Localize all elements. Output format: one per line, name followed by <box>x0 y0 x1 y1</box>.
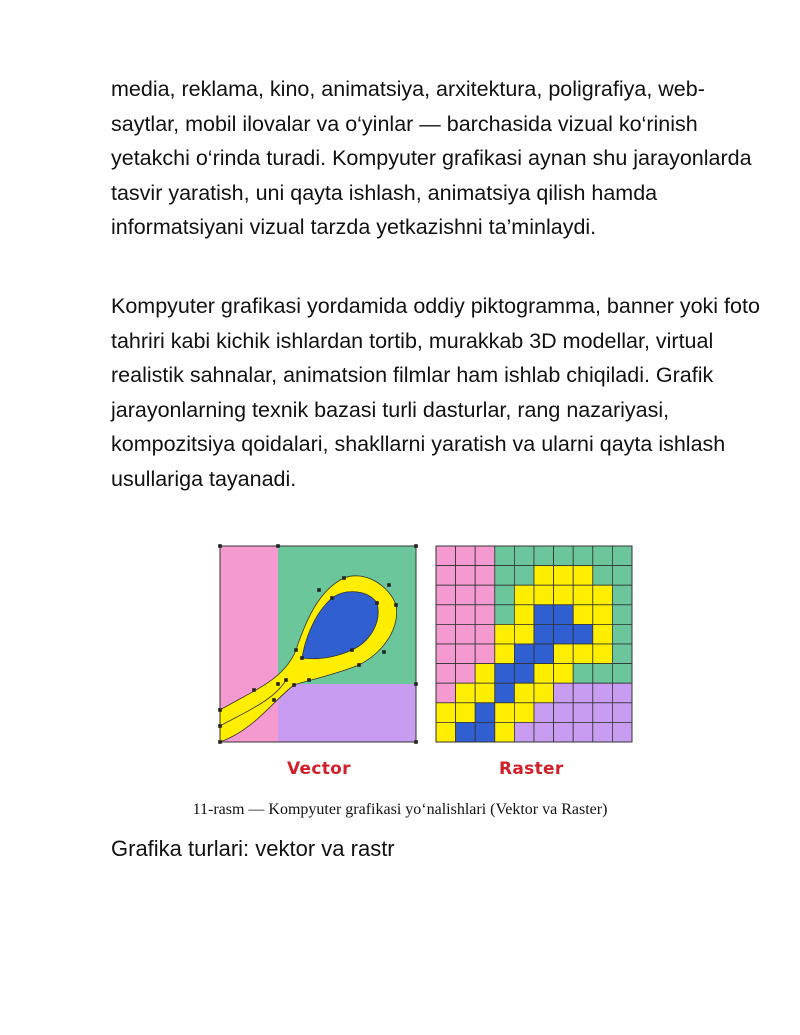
raster-cell <box>554 722 574 742</box>
raster-cell <box>612 722 632 742</box>
raster-cell <box>514 664 534 684</box>
raster-cell <box>554 664 574 684</box>
vector-node <box>330 596 334 600</box>
raster-cell <box>612 585 632 605</box>
vector-node <box>350 648 354 652</box>
raster-cell <box>554 585 574 605</box>
raster-cell <box>573 624 593 644</box>
raster-cell <box>573 546 593 566</box>
raster-cell <box>593 722 613 742</box>
vector-node <box>414 682 418 686</box>
raster-cell <box>514 624 534 644</box>
raster-cell <box>573 683 593 703</box>
vector-node <box>414 740 418 744</box>
raster-cell <box>593 624 613 644</box>
raster-cell <box>495 644 515 664</box>
raster-cell <box>436 546 456 566</box>
raster-cell <box>554 644 574 664</box>
vector-node <box>272 698 276 702</box>
raster-cell <box>475 722 495 742</box>
vector-node <box>218 740 222 744</box>
vector-node <box>294 648 298 652</box>
raster-cell <box>495 605 515 625</box>
raster-cell <box>514 605 534 625</box>
raster-cell <box>436 624 456 644</box>
raster-cell <box>475 546 495 566</box>
raster-cell <box>475 605 495 625</box>
raster-cell <box>456 585 476 605</box>
raster-cell <box>554 624 574 644</box>
raster-cell <box>573 664 593 684</box>
raster-cell <box>436 566 456 586</box>
raster-cell <box>495 683 515 703</box>
figure-caption: 11-rasm — Kompyuter grafikasi yo‘nalishlari (Vektor va Raster) <box>192 801 608 818</box>
vector-node <box>276 544 280 548</box>
raster-cell <box>436 585 456 605</box>
vector-node <box>387 583 391 587</box>
raster-cell <box>612 546 632 566</box>
vector-node <box>300 656 304 660</box>
raster-cell <box>534 664 554 684</box>
raster-cell <box>495 703 515 723</box>
vector-node <box>357 663 361 667</box>
raster-cell <box>495 585 515 605</box>
vector-node <box>317 588 321 592</box>
raster-cell <box>534 644 554 664</box>
raster-cell <box>514 546 534 566</box>
raster-cell <box>554 546 574 566</box>
vector-node <box>218 544 222 548</box>
raster-cell <box>554 703 574 723</box>
raster-cell <box>612 703 632 723</box>
raster-cell <box>475 664 495 684</box>
raster-cell <box>593 664 613 684</box>
raster-illustration <box>436 546 632 742</box>
raster-cell <box>475 624 495 644</box>
paragraph-intro: media, reklama, kino, animatsiya, arxitektura, poligrafiya, web-saytlar, mobil ilovalar va o‘yinlar — barchasida vizual ko‘rinish yetakchi o‘rinda turadi. Kompyuter grafikasi aynan shu jarayonlarda tasvir yaratish, uni qayta ishlash, animatsiya qilish hamda informatsiyani vizual tarzda yetkazishni ta’minlaydi. <box>111 77 752 240</box>
vector-node <box>375 601 379 605</box>
raster-cell <box>534 722 554 742</box>
raster-cell <box>593 605 613 625</box>
raster-cell <box>475 566 495 586</box>
raster-cell <box>514 703 534 723</box>
raster-cell <box>573 566 593 586</box>
raster-cell <box>456 644 476 664</box>
raster-cell <box>573 722 593 742</box>
raster-cell <box>593 546 613 566</box>
raster-cell <box>554 605 574 625</box>
raster-cell <box>475 683 495 703</box>
raster-cell <box>612 605 632 625</box>
raster-cell <box>612 566 632 586</box>
raster-cell <box>534 546 554 566</box>
vector-node <box>307 678 311 682</box>
raster-cell <box>495 566 515 586</box>
raster-cell <box>436 703 456 723</box>
raster-cell <box>534 624 554 644</box>
raster-cell <box>554 566 574 586</box>
raster-cell <box>456 546 476 566</box>
raster-cell <box>573 644 593 664</box>
vector-node <box>292 683 296 687</box>
raster-cell <box>573 585 593 605</box>
raster-cell <box>456 683 476 703</box>
raster-cell <box>593 703 613 723</box>
vector-node <box>414 544 418 548</box>
raster-cell <box>612 644 632 664</box>
raster-cell <box>612 664 632 684</box>
raster-cell <box>534 566 554 586</box>
raster-cell <box>554 683 574 703</box>
paragraph-capabilities: Kompyuter grafikasi yordamida oddiy piktogramma, banner yoki foto tahriri kabi kichik ishlardan tortib, murakkab 3D modellar, virtual realistik sahnalar, animatsion filmlar ham ishlab chiqiladi. Grafik jarayonlarning texnik bazasi turli dasturlar, rang nazariyasi, kompozitsiya qoidalari, shakllarni yaratish va ularni qayta ishlash usullariga tayanadi. <box>111 294 760 491</box>
raster-cell <box>534 585 554 605</box>
figure-vector-raster <box>214 540 638 790</box>
raster-cell <box>475 644 495 664</box>
raster-cell <box>593 644 613 664</box>
figure-illustration <box>214 540 638 790</box>
raster-cell <box>436 722 456 742</box>
raster-cell <box>456 624 476 644</box>
vector-node <box>284 678 288 682</box>
raster-label: Raster <box>499 759 564 779</box>
vector-node <box>342 576 346 580</box>
raster-cell <box>456 664 476 684</box>
raster-cell <box>475 703 495 723</box>
raster-cell <box>495 624 515 644</box>
vector-label: Vector <box>287 759 351 779</box>
vector-node <box>382 650 386 654</box>
raster-cell <box>514 683 534 703</box>
raster-cell <box>436 664 456 684</box>
raster-cell <box>612 683 632 703</box>
raster-cell <box>514 644 534 664</box>
vector-node <box>394 603 398 607</box>
vector-illustration <box>218 544 418 744</box>
raster-cell <box>456 703 476 723</box>
raster-cell <box>456 566 476 586</box>
raster-cell <box>593 566 613 586</box>
raster-cell <box>593 585 613 605</box>
vector-node <box>218 708 222 712</box>
section-heading: Grafika turlari: vektor va rastr <box>111 836 395 861</box>
raster-cell <box>612 624 632 644</box>
raster-cell <box>573 703 593 723</box>
raster-cell <box>495 722 515 742</box>
raster-cell <box>456 605 476 625</box>
raster-cell <box>534 605 554 625</box>
vector-node <box>252 688 256 692</box>
raster-cell <box>495 664 515 684</box>
raster-cell <box>593 683 613 703</box>
raster-cell <box>456 722 476 742</box>
raster-cell <box>436 683 456 703</box>
raster-cell <box>436 605 456 625</box>
vector-node <box>218 724 222 728</box>
vector-node <box>276 682 280 686</box>
raster-cell <box>514 722 534 742</box>
raster-cell <box>436 644 456 664</box>
raster-cell <box>514 585 534 605</box>
raster-cell <box>534 683 554 703</box>
vector-purple-region <box>278 684 416 742</box>
raster-cell <box>534 703 554 723</box>
raster-cell <box>514 566 534 586</box>
raster-cell <box>495 546 515 566</box>
raster-cell <box>573 605 593 625</box>
raster-cell <box>475 585 495 605</box>
